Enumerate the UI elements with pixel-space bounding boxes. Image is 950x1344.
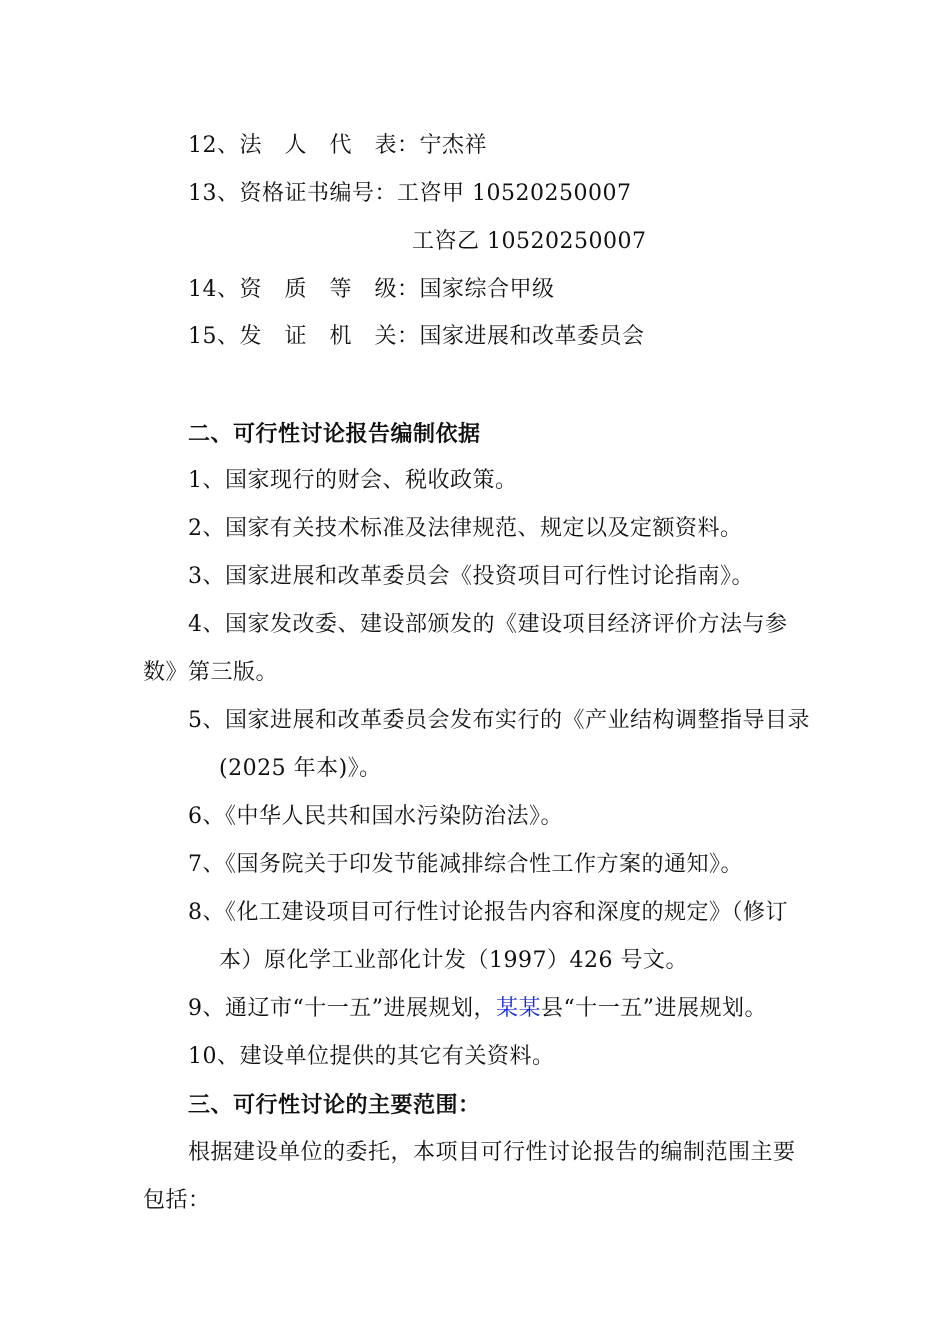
info-item-13 — [188, 179, 631, 209]
list-item: 4、国家发改委、建设部颁发的《建设项目经济评价方法与参 — [188, 612, 788, 637]
list-item: 7、《国务院关于印发节能减排综合性工作方案的通知》。 — [188, 852, 743, 877]
list-item-continuation: 本）原化学工业部化计发（1997）426 号文。 — [219, 948, 688, 973]
list-item: 8、《化工建设项目可行性讨论报告内容和深度的规定》（修订 — [188, 900, 788, 925]
info-label: 14、资 质 等 级： — [188, 277, 420, 302]
list-item: 1、国家现行的财会、税收政策。 — [188, 468, 518, 493]
info-value: 宁杰祥 — [419, 133, 488, 158]
list-item-continuation: 数》第三版。 — [143, 660, 279, 685]
list-item: 10、建设单位提供的其它有关资料。 — [188, 1044, 555, 1069]
highlighted-text: 某某 — [496, 996, 542, 1021]
list-item: 2、国家有关技术标准及法律规范、规定以及定额资料。 — [188, 516, 743, 541]
list-item-9 — [188, 994, 767, 1024]
info-item-14 — [188, 275, 555, 305]
list-item-continuation: (2025 年本)》。 — [219, 756, 382, 781]
info-item-15 — [188, 322, 645, 352]
section-heading: 二、可行性讨论报告编制依据 — [188, 421, 481, 447]
info-label: 13、资格证书编号： — [188, 181, 397, 206]
list-item: 5、国家进展和改革委员会发布实行的《产业结构调整指导目录 — [188, 708, 810, 733]
list-item: 6、《中华人民共和国水污染防治法》。 — [188, 804, 563, 829]
list-item-text: 9、通辽市“十一五”进展规划， — [188, 996, 496, 1021]
info-item-12 — [188, 131, 487, 161]
paragraph-line: 包括： — [143, 1188, 211, 1213]
info-value: 国家进展和改革委员会 — [419, 324, 645, 349]
info-value: 工咨乙 10520250007 — [412, 229, 647, 254]
section-heading: 三、可行性讨论的主要范围： — [188, 1092, 481, 1118]
info-label: 12、法 人 代 表： — [188, 133, 420, 158]
info-label: 15、发 证 机 关： — [188, 324, 420, 349]
list-item-text: 县“十一五”进展规划。 — [541, 996, 768, 1021]
info-item-13-second — [412, 227, 646, 257]
info-value: 国家综合甲级 — [419, 277, 555, 302]
info-value: 工咨甲 10520250007 — [397, 181, 632, 206]
paragraph-line: 根据建设单位的委托，本项目可行性讨论报告的编制范围主要 — [188, 1140, 796, 1165]
list-item: 3、国家进展和改革委员会《投资项目可行性讨论指南》。 — [188, 564, 754, 589]
